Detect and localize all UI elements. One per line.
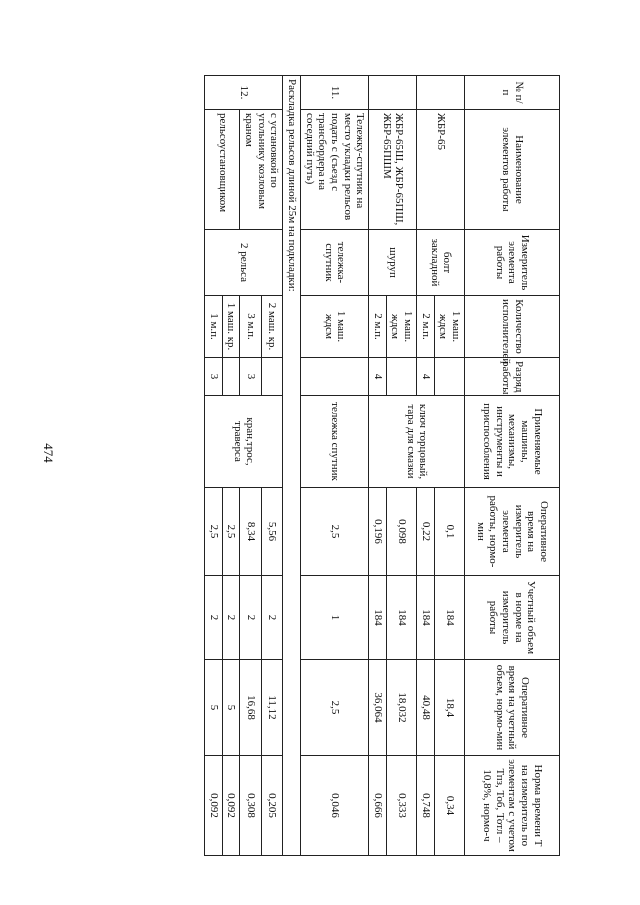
hdr-grade: Разряд работы [465,358,560,396]
table-row: 12. с установкой по угольнику козловым краном 2 рельса 2 маш. кр. кран,трос, траверса 5,56 2 11,12 0,205 [261,76,282,856]
table-row: ЖБР-65Ш, ЖБР-65ПШ, ЖБР-65ПШМ шуруп 1 маш. ждсм 0,098 184 18,032 0,333 [386,76,416,856]
table-row: 11. Тележку-спутник на место укладки рельсов подать с (съезд с трансбордера на соседний путь) тележка-спутник 1 маш. ждсм тележка спутник 2,5 1 2,5 0,046 [300,76,368,856]
norms-table [204,75,560,856]
row-machines: ключ торцовый, тара для смазки [369,396,465,488]
table-row: 1 м.п. 3 2,5 2 5 0,092 [205,76,223,856]
table-row: 2 м.п. 4 0,196 184 36,064 0,666 [369,76,387,856]
hdr-meter: Измеритель элемента работы [465,230,560,296]
section-row: Раскладка рельсов длиной 25м на подкладки: [283,76,301,856]
table-row: ЖБР-65 болт закладной 1 маш. ждсм ключ торцовый, тара для смазки 0,1 184 18,4 0,34 [434,76,464,856]
hdr-machines: Применяемые машины, механизмы, инструменты и приспособления [465,396,560,488]
table-row: рельсоустановщиком 1 маш. кр. 2,5 2 5 0,092 [222,76,240,856]
hdr-num: № п/п [465,76,560,110]
document-table-rotated [80,75,560,855]
hdr-workers: Количество исполнителей [465,296,560,358]
table-row: 2 м.п. 4 0,22 184 40,48 0,748 [417,76,435,856]
hdr-name: Наименование элементов работы [465,110,560,230]
row-meter: болт закладной [417,230,465,296]
hdr-volume: Учетный объем в норме на измеритель работы [465,576,560,660]
hdr-norm: Норма времени Т на измеритель по элементам с учетом Тпз, Тоб, Тотл – 10,8%, нормо-ч [465,756,560,856]
hdr-op-time-vol: Оперативное время на учетный объем, нормо-мин [465,660,560,756]
hdr-op-time: Оперативное время на измеритель элемента работы, нормо-мин [465,488,560,576]
page-number: 474 [41,443,56,463]
header-row [465,76,560,856]
row-name: ЖБР-65 [417,110,465,230]
table-row: 3 м.п. 3 8,34 2 16,68 0,308 [240,76,261,856]
